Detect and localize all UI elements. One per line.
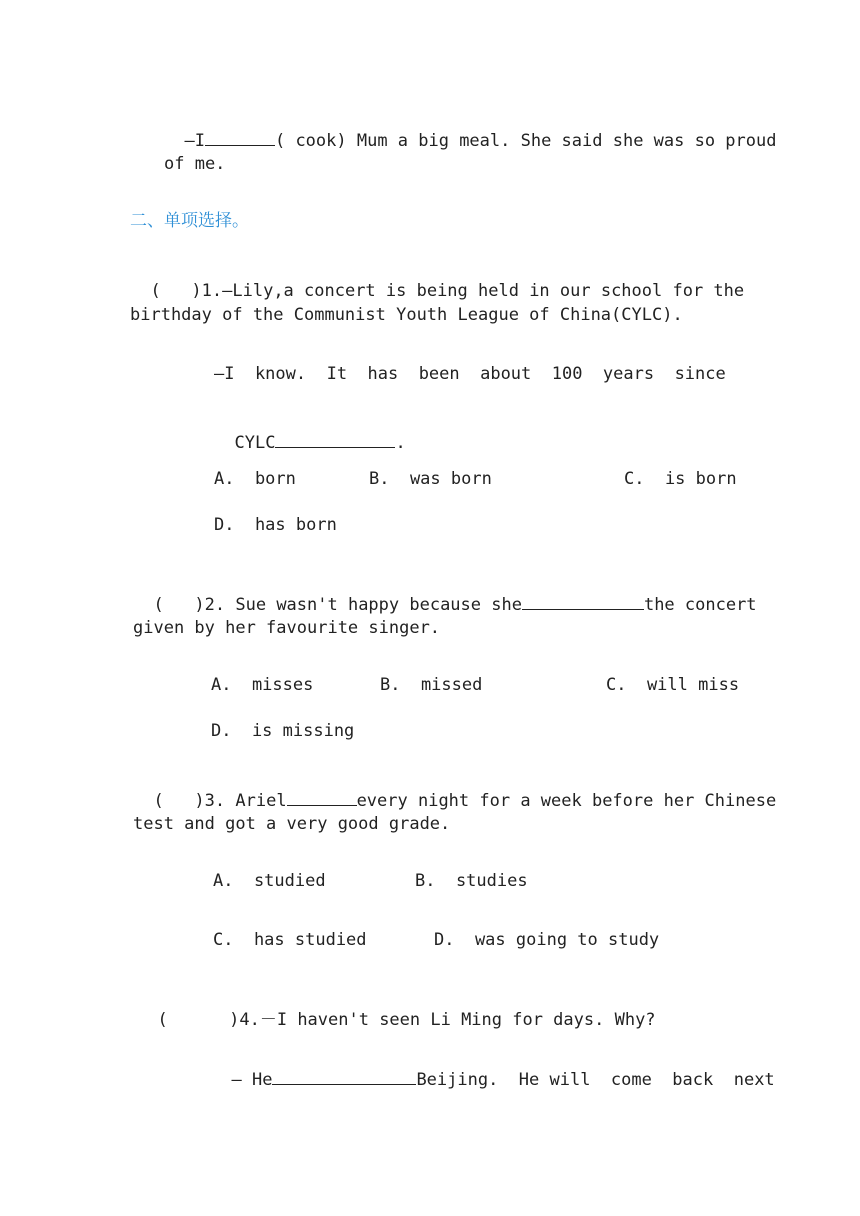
question-4-text: 4.－I haven't seen Li Ming for days. Why? <box>239 1010 656 1030</box>
q1-option-a[interactable]: A. born <box>214 469 296 489</box>
answer-paren[interactable]: ( ) <box>153 791 205 811</box>
q3-option-d[interactable]: D. was going to study <box>434 930 660 950</box>
intro-text: ( cook) Mum a big meal. She said she was so proud <box>274 131 777 151</box>
question-3-line-2: test and got a very good grade. <box>133 814 451 834</box>
q2-option-a[interactable]: A. misses <box>211 675 314 695</box>
question-4-reply <box>211 1046 775 1091</box>
question-4-line-1 <box>137 987 656 1031</box>
question-1-text: 1.—Lily,a concert is being held in our school for the <box>201 281 745 301</box>
answer-blank[interactable] <box>287 789 357 806</box>
question-3-text: 3. Ariel <box>204 791 287 811</box>
q1-option-d[interactable]: D. has born <box>214 515 337 535</box>
reply-subject: — He <box>231 1070 273 1090</box>
answer-blank[interactable] <box>275 431 395 448</box>
q3-option-a[interactable]: A. studied <box>213 871 326 891</box>
answer-paren[interactable]: ( ) <box>153 595 205 615</box>
intro-line-2: of me. <box>164 154 226 174</box>
question-2-line-2: given by her favourite singer. <box>133 618 441 638</box>
question-1-reply-2 <box>214 409 406 454</box>
answer-blank[interactable] <box>272 1068 416 1085</box>
answer-paren[interactable]: ( ) <box>157 1010 240 1030</box>
q3-option-b[interactable]: B. studies <box>415 871 528 891</box>
q1-option-c[interactable]: C. is born <box>624 469 737 489</box>
question-1-reply-1: —I know. It has been about 100 years since <box>214 364 726 384</box>
section-title: 二、单项选择。 <box>130 211 249 231</box>
reply-text: Beijing. He will come back next <box>416 1070 775 1090</box>
question-2-text: 2. Sue wasn't happy because she <box>204 595 522 615</box>
question-3-line-1 <box>133 767 776 812</box>
intro-line-1 <box>164 107 776 152</box>
answer-blank[interactable] <box>205 129 275 146</box>
reply-period: . <box>395 433 406 453</box>
intro-dash-i: —I <box>184 131 205 151</box>
q1-option-b[interactable]: B. was born <box>369 469 492 489</box>
question-1-line-2: birthday of the Communist Youth League of China(CYLC). <box>130 305 683 325</box>
answer-blank[interactable] <box>522 593 644 610</box>
question-2-line-1 <box>133 571 757 616</box>
reply-subject: CYLC <box>234 433 276 453</box>
answer-paren[interactable]: ( ) <box>150 281 202 301</box>
question-2-text-end: the concert <box>643 595 757 615</box>
q2-option-b[interactable]: B. missed <box>380 675 483 695</box>
q2-option-d[interactable]: D. is missing <box>211 721 355 741</box>
q2-option-c[interactable]: C. will miss <box>606 675 740 695</box>
q3-option-c[interactable]: C. has studied <box>213 930 367 950</box>
question-1-line-1 <box>130 258 744 302</box>
question-3-text-end: every night for a week before her Chinese <box>356 791 777 811</box>
